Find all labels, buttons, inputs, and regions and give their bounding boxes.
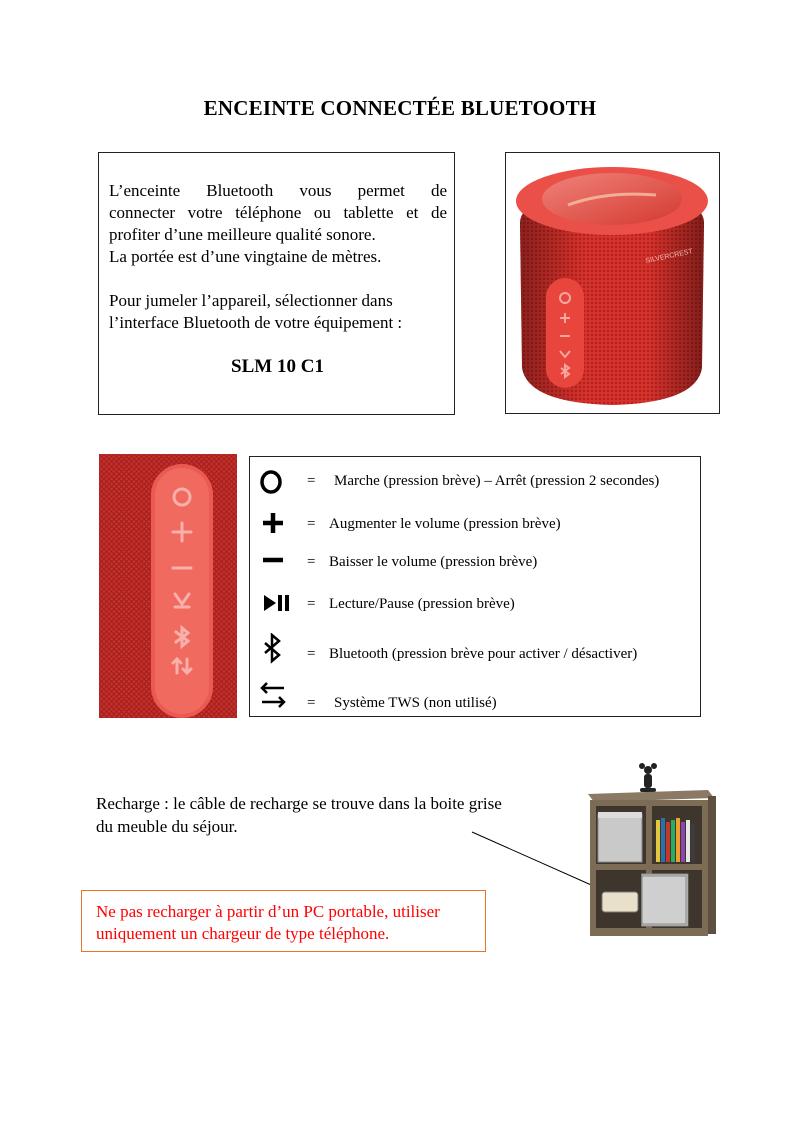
legend-row-power bbox=[250, 465, 702, 499]
bluetooth-icon bbox=[256, 633, 290, 667]
buttons-legend bbox=[249, 456, 701, 717]
tws-arrows-icon bbox=[256, 679, 290, 713]
legend-row-volume-down bbox=[250, 545, 702, 579]
warning-line: Ne pas recharger à partir d’un PC portable, utiliser bbox=[96, 902, 440, 921]
legend-text: Lecture/Pause (pression brève) bbox=[329, 596, 515, 612]
legend-text: Baisser le volume (pression brève) bbox=[329, 554, 538, 570]
page-title: ENCEINTE CONNECTÉE BLUETOOTH bbox=[203, 96, 597, 120]
legend-text: Augmenter le volume (pression brève) bbox=[329, 516, 561, 532]
plus-icon bbox=[256, 507, 290, 541]
power-icon bbox=[256, 465, 290, 499]
intro-line: L’enceinte Bluetooth vous permet de bbox=[109, 181, 447, 200]
equals-sign: = bbox=[307, 596, 316, 612]
legend-row-bluetooth bbox=[250, 633, 702, 667]
equals-sign: = bbox=[307, 646, 316, 662]
shelf-illustration bbox=[578, 762, 718, 942]
warning-box bbox=[81, 890, 486, 952]
intro-line: profiter d’une meilleure qualité sonore. bbox=[109, 225, 376, 244]
shelf-photo bbox=[578, 762, 718, 942]
intro-line: La portée est d’une vingtaine de mètres. bbox=[109, 247, 382, 266]
intro-line: l’interface Bluetooth de votre équipement : bbox=[109, 313, 403, 332]
brand-text: SILVERCREST bbox=[644, 248, 694, 265]
legend-text: Bluetooth (pression brève pour activer / désactiver) bbox=[329, 646, 638, 662]
play-pause-icon bbox=[256, 587, 296, 621]
legend-text: Système TWS (non utilisé) bbox=[334, 695, 497, 711]
intro-box bbox=[98, 152, 455, 415]
warning-line: uniquement un chargeur de type téléphone. bbox=[96, 924, 390, 943]
speaker-photo bbox=[505, 152, 720, 414]
intro-line: Pour jumeler l’appareil, sélectionner dans bbox=[109, 291, 393, 310]
recharge-line: du meuble du séjour. bbox=[96, 817, 238, 836]
intro-text bbox=[109, 180, 447, 334]
intro-line: connecter votre téléphone ou tablette et de bbox=[109, 203, 447, 222]
equals-sign: = bbox=[307, 554, 316, 570]
legend-row-tws bbox=[250, 679, 702, 713]
buttons-illustration bbox=[99, 454, 237, 718]
warning-text bbox=[96, 901, 481, 945]
buttons-closeup-photo bbox=[99, 454, 237, 718]
figurine bbox=[639, 763, 657, 792]
legend-row-volume-up bbox=[250, 507, 702, 541]
legend-row-play-pause bbox=[250, 587, 702, 621]
equals-sign: = bbox=[307, 695, 316, 711]
equals-sign: = bbox=[307, 516, 316, 532]
speaker-illustration bbox=[506, 153, 719, 413]
model-code: SLM 10 C1 bbox=[231, 356, 324, 377]
recharge-line: Recharge : le câble de recharge se trouve dans la boite grise bbox=[96, 794, 502, 813]
equals-sign: = bbox=[307, 473, 316, 489]
minus-icon bbox=[256, 545, 290, 579]
legend-text: Marche (pression brève) – Arrêt (pression 2 secondes) bbox=[334, 473, 660, 489]
